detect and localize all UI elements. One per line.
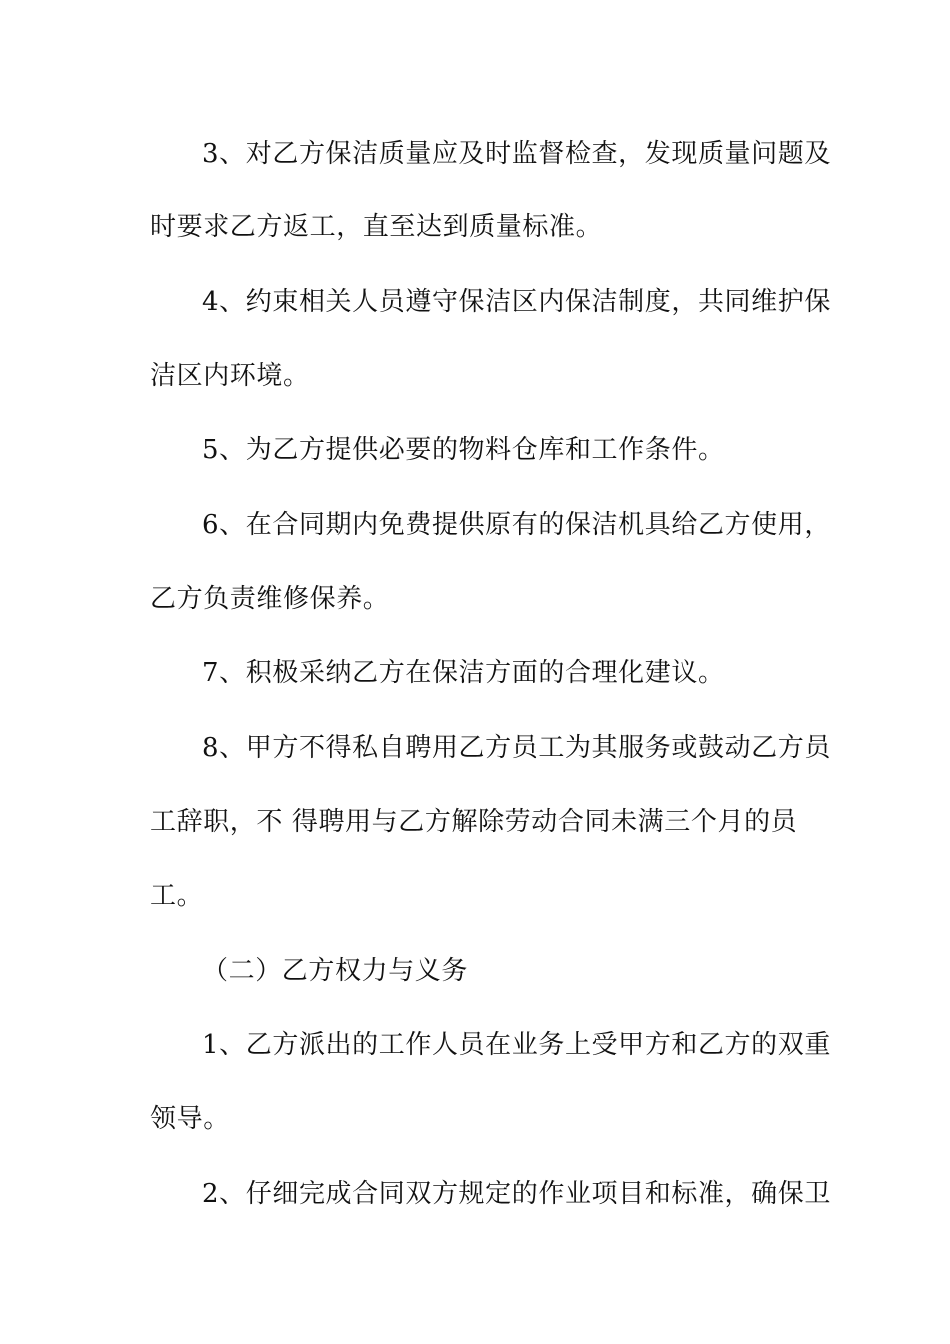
- paragraph-3-line-1: 3、对乙方保洁质量应及时监督检查，发现质量问题及: [202, 139, 831, 169]
- paragraph-8-line-1: 8、甲方不得私自聘用乙方员工为其服务或鼓动乙方员: [202, 733, 831, 763]
- section-heading-party-b: （二）乙方权力与义务: [202, 956, 469, 986]
- paragraph-6-line-2: 乙方负责维修保养。: [150, 584, 390, 614]
- paragraph-5-line-1: 5、为乙方提供必要的物料仓库和工作条件。: [202, 435, 725, 465]
- paragraph-6-line-1: 6、在合同期内免费提供原有的保洁机具给乙方使用，: [202, 510, 831, 540]
- paragraph-4-line-1: 4、约束相关人员遵守保洁区内保洁制度，共同维护保: [202, 287, 831, 317]
- paragraph-b1-line-1: 1、乙方派出的工作人员在业务上受甲方和乙方的双重: [202, 1030, 831, 1060]
- paragraph-8-line-3: 工。: [150, 881, 204, 911]
- paragraph-7-line-1: 7、积极采纳乙方在保洁方面的合理化建议。: [202, 658, 725, 688]
- paragraph-8-line-2: 工辞职，不 得聘用与乙方解除劳动合同未满三个月的员: [150, 807, 798, 837]
- paragraph-b1-line-2: 领导。: [150, 1104, 230, 1134]
- paragraph-3-line-2: 时要求乙方返工，直至达到质量标准。: [150, 212, 603, 242]
- paragraph-b2-line-1: 2、仔细完成合同双方规定的作业项目和标准，确保卫: [202, 1179, 831, 1209]
- paragraph-4-line-2: 洁区内环境。: [150, 361, 310, 391]
